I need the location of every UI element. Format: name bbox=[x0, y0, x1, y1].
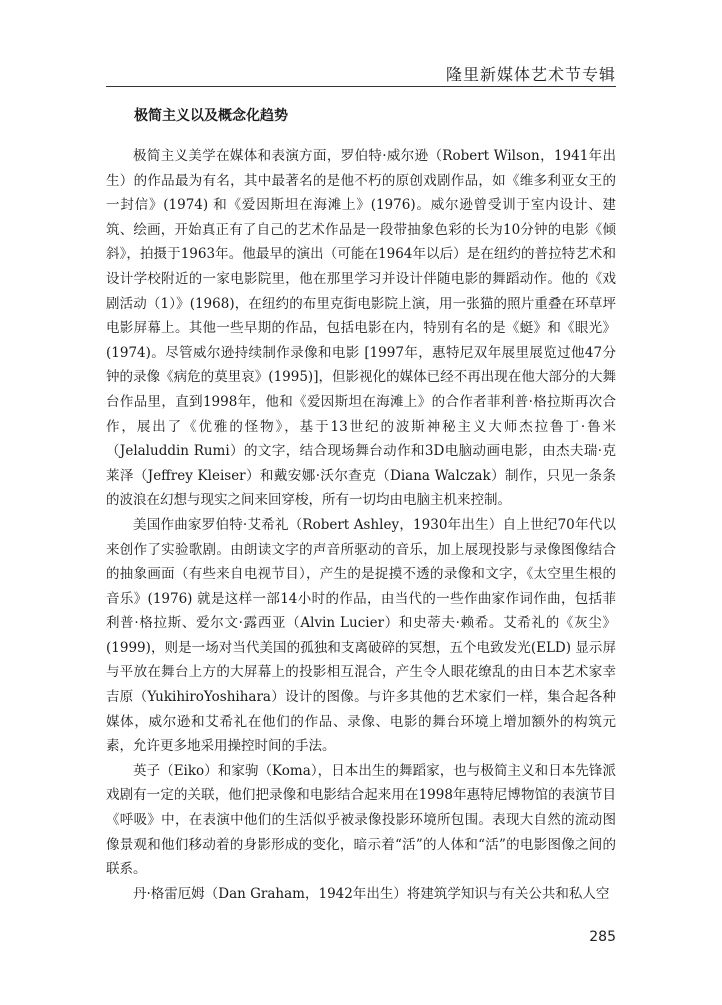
body-text bbox=[106, 104, 616, 906]
paragraph-ashley: 美国作曲家罗伯特·艾希礼（Robert Ashley，1930年出生）自上世纪70年代以来创作了实验歌剧。由朗读文字的声音所驱动的音乐，加上展现投影与录像图像结合的抽象画面（有些来自电视节目），产生的是捉摸不透的录像和文字，《太空里生根的音乐》(1976) 就是这样一部14小时的作品，由当代的一些作曲家作词作曲，包括菲利普·格拉斯、爱尔文·露西亚（Alvin Lucier）和史蒂夫·赖希。艾希礼的《灰尘》(1999)，则是一场对当代美国的孤独和支离破碎的冥想，五个电致发光(ELD) 显示屏与平放在舞台上方的大屏幕上的投影相互混合，产生令人眼花缭乱的由日本艺术家幸吉原（YukihiroYoshihara）设计的图像。与许多其他的艺术家们一样，集合起各种媒体，威尔逊和艾希礼在他们的作品、录像、电影的舞台环境上增加额外的构筑元素，允许更多地采用操控时间的手法。 bbox=[106, 516, 616, 755]
header-divider bbox=[106, 86, 616, 87]
page-number: 285 bbox=[589, 929, 616, 945]
paragraph-graham: 丹·格雷厄姆（Dan Graham，1942年出生）将建筑学知识与有关公共和私人空 bbox=[133, 885, 610, 902]
running-header: 隆里新媒体艺术节专辑 bbox=[445, 65, 616, 84]
paragraph-wilson: 极简主义美学在媒体和表演方面，罗伯特·威尔逊（Robert Wilson，1941年出生）的作品最为有名，其中最著名的是他不朽的原创戏剧作品，如《维多利亚女王的一封信》(1974) 和《爱因斯坦在海滩上》(1976)。威尔逊曾受训于室内设计、建筑、绘画，开始真正有了自己的艺术作品是一段带抽象色彩的长为10分钟的电影《倾斜》，拍摄于1963年。他最早的演出（可能在1964年以后）是在纽约的普拉特艺术和设计学校附近的一家电影院里，他在那里学习并设计伴随电影的舞蹈动作。他的《戏剧活动（1）》(1968)，在纽约的布里克街电影院上演，用一张猫的照片重叠在环草坪电影屏幕上。其他一些早期的作品，包括电影在内，特别有名的是《蜓》和《眼光》(1974)。尽管威尔逊持续制作录像和电影 [1997年，惠特尼双年展里展览过他47分钟的录像《病危的莫里哀》(1995)]，但影视化的媒体已经不再出现在他大部分的大舞台作品里，直到1998年，他和《爱因斯坦在海滩上》的合作者菲利普·格拉斯再次合作，展出了《优雅的怪物》，基于13世纪的波斯神秘主义大师杰拉鲁丁·鲁米（Jelaluddin Rumi）的文字，结合现场舞台动作和3D电脑动画电影，由杰夫瑞·克莱泽（Jeffrey Kleiser）和戴安娜·沃尔查克（Diana Walczak）制作，只见一条条的波浪在幻想与现实之间来回穿梭，所有一切均由电脑主机来控制。 bbox=[106, 148, 616, 509]
paragraph-eiko-koma: 英子（Eiko）和家驹（Koma），日本出生的舞蹈家，也与极简主义和日本先锋派戏剧有一定的关联，他们把录像和电影结合起来用在1998年惠特尼博物馆的表演节目《呼吸》中，在表演中他们的生活似乎被录像投影环境所包围。表现大自然的流动图像景观和他们移动着的身影形成的变化，暗示着“活”的人体和“活”的电影图像之间的联系。 bbox=[106, 762, 616, 878]
section-heading: 极简主义以及概念化趋势 bbox=[134, 108, 288, 124]
